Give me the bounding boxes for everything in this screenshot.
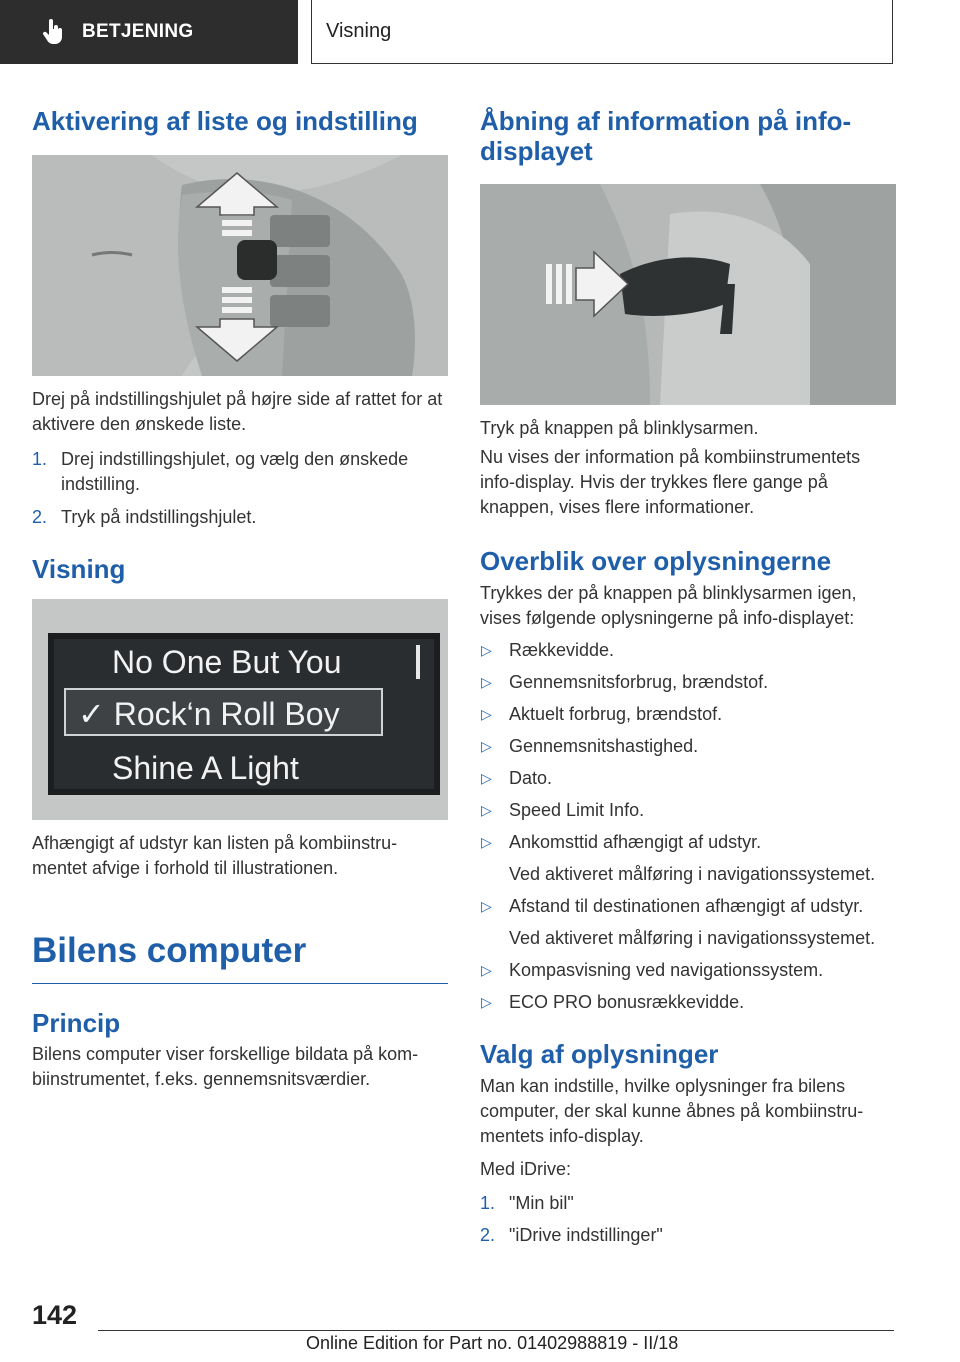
list-item (480, 1191, 896, 1216)
section-rule (32, 983, 448, 984)
now-shown-text: Nu vises der information på kombiinstrumentets info-display. Hvis der trykkes flere gange på knappen, vises flere informationer. (480, 447, 861, 517)
section-label: BETJENING (82, 21, 194, 42)
turn-signal-image (480, 184, 896, 405)
step-text: Tryk på indstillingshjulet. (61, 507, 257, 527)
heading-car-computer: Bilens computer (32, 931, 307, 970)
bullet-text: Gennemsnitshastighed. (509, 736, 699, 756)
turn-wheel-text: Drej på indstillingshjulet på højre side af rattet for at aktivere den ønskede liste. (32, 389, 443, 434)
right-column (480, 100, 896, 1248)
display-list-image (32, 599, 448, 820)
list-item (480, 798, 896, 823)
bullet-triangle-icon: ▷ (481, 738, 492, 754)
bullet-text: Aktuelt forbrug, brændstof. (509, 704, 723, 724)
list-item (480, 830, 896, 887)
bullet-triangle-icon: ▷ (481, 898, 492, 914)
list-item (480, 894, 896, 951)
turn-signal-illustration (480, 184, 896, 405)
list-item (480, 638, 896, 663)
list-item (480, 990, 896, 1015)
page-number: 142 (32, 1300, 78, 1330)
step-text: "iDrive indstillinger" (509, 1225, 663, 1245)
list-item (32, 505, 448, 530)
bullet-triangle-icon: ▷ (481, 642, 492, 658)
heading-display: Visning (32, 554, 126, 584)
press-button-text: Tryk på knappen på blinklysarmen. (480, 418, 759, 438)
bullet-triangle-icon: ▷ (481, 994, 492, 1010)
section-tab (0, 0, 298, 64)
display-item-2: ✓ Rock‘n Roll Boy (78, 696, 340, 732)
heading-select-info: Valg af oplysninger (480, 1039, 719, 1069)
bullet-triangle-icon: ▷ (481, 962, 492, 978)
bullet-triangle-icon: ▷ (481, 770, 492, 786)
bullet-triangle-icon: ▷ (481, 834, 492, 850)
list-item (480, 702, 896, 727)
principle-text: Bilens computer viser forskellige bildata på kom-biinstrumentet, f.eks. gennemsnitsværdier. (32, 1044, 419, 1089)
list-item (480, 958, 896, 983)
list-item (480, 766, 896, 791)
overview-text: Trykkes der på knappen på blinklysarmen igen, vises følgende oplysningerne på info-displayet: (480, 583, 857, 628)
activate-steps (32, 447, 448, 530)
heading-activate-list: Aktivering af liste og indstilling (32, 106, 418, 136)
depends-text: Afhængigt af udstyr kan listen på kombiinstru-mentet afvige i forhold til illustrationen. (32, 833, 398, 878)
hand-pointer-icon (42, 19, 64, 45)
select-info-text: Man kan indstille, hvilke oplysninger fra bilens computer, der skal kunne åbnes på kombiinstru-mentets info-display. (480, 1076, 864, 1146)
idrive-text: Med iDrive: (480, 1159, 572, 1179)
step-text: "Min bil" (509, 1193, 574, 1213)
info-bullets (480, 638, 896, 1015)
topic-label: Visning (326, 20, 392, 42)
bullet-text: Speed Limit Info. (509, 800, 645, 820)
bullet-text: Gennemsnitsforbrug, brændstof. (509, 672, 769, 692)
steering-wheel-illustration (32, 155, 448, 376)
topic-tab (311, 0, 893, 64)
bullet-text: Afstand til destinationen afhængigt af udstyr. (509, 896, 864, 916)
steering-wheel-image (32, 155, 448, 376)
display-list-illustration (32, 599, 448, 820)
bullet-triangle-icon: ▷ (481, 706, 492, 722)
step-number: 1. (480, 1193, 496, 1213)
heading-overview: Overblik over oplysningerne (480, 546, 832, 576)
display-item-3: Shine A Light (112, 750, 299, 786)
bullet-subtext: Ved aktiveret målføring i navigationssystemet. (509, 864, 876, 884)
display-item-1: No One But You (112, 644, 342, 680)
bullet-subtext: Ved aktiveret målføring i navigationssystemet. (509, 928, 876, 948)
list-item (32, 447, 448, 497)
step-number: 1. (32, 449, 48, 469)
edition-text: Online Edition for Part no. 01402988819 - II/18 (306, 1333, 679, 1353)
step-number: 2. (32, 507, 48, 527)
heading-open-info: Åbning af information på info-displayet (480, 106, 852, 166)
step-number: 2. (480, 1225, 496, 1245)
bullet-triangle-icon: ▷ (481, 674, 492, 690)
bullet-triangle-icon: ▷ (481, 802, 492, 818)
bullet-text: Rækkevidde. (509, 640, 615, 660)
step-text: Drej indstillingshjulet, og vælg den ønskede indstilling. (61, 449, 409, 494)
idrive-steps (480, 1191, 896, 1248)
list-item (480, 734, 896, 759)
list-item (480, 670, 896, 695)
bullet-text: Ankomsttid afhængigt af udstyr. (509, 832, 762, 852)
bullet-text: ECO PRO bonusrækkevidde. (509, 992, 745, 1012)
bullet-text: Kompasvisning ved navigationssystem. (509, 960, 824, 980)
page-header (0, 0, 960, 66)
bullet-text: Dato. (509, 768, 553, 788)
heading-principle: Princip (32, 1008, 121, 1038)
list-item (480, 1223, 896, 1248)
left-column (32, 100, 448, 1092)
footer-rule (98, 1330, 894, 1331)
